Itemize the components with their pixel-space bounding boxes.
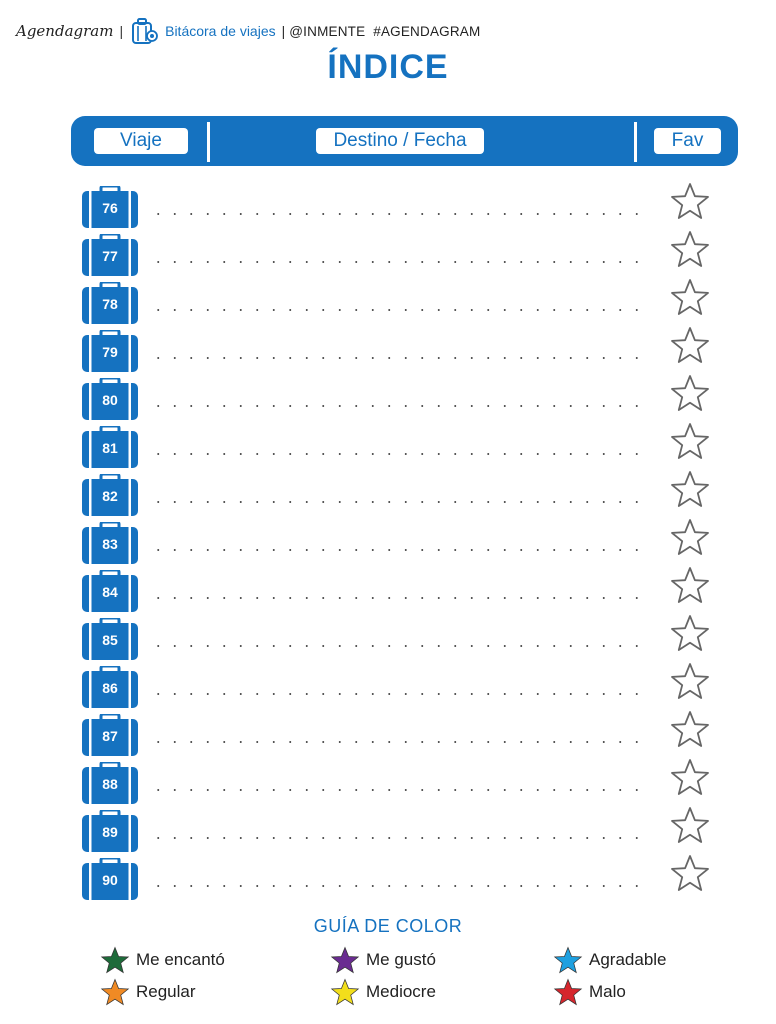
trip-number: 81 xyxy=(102,440,118,456)
destination-line[interactable] xyxy=(150,549,648,551)
index-row xyxy=(0,474,776,522)
favorite-star-icon[interactable] xyxy=(670,710,710,748)
destination-line[interactable] xyxy=(150,453,648,455)
color-star-icon xyxy=(100,946,130,974)
suitcase-icon xyxy=(82,810,138,852)
favorite-star-icon[interactable] xyxy=(670,374,710,412)
column-header-fav: Fav xyxy=(654,128,721,154)
favorite-star-icon[interactable] xyxy=(670,470,710,508)
favorite-star-icon[interactable] xyxy=(670,278,710,316)
column-divider xyxy=(634,122,637,162)
favorite-star-icon[interactable] xyxy=(670,326,710,364)
destination-line[interactable] xyxy=(150,261,648,263)
index-row xyxy=(0,570,776,618)
index-row xyxy=(0,234,776,282)
trip-number: 79 xyxy=(102,344,118,360)
index-row xyxy=(0,618,776,666)
trip-number: 88 xyxy=(102,776,118,792)
trip-number: 77 xyxy=(102,248,118,264)
favorite-star-icon[interactable] xyxy=(670,566,710,604)
suitcase-icon xyxy=(82,522,138,564)
favorite-star-icon[interactable] xyxy=(670,182,710,220)
index-row xyxy=(0,378,776,426)
page-title: ÍNDICE xyxy=(327,48,449,86)
color-guide-item xyxy=(100,978,196,1006)
brand-handles: | @INMENTE #AGENDAGRAM xyxy=(281,23,481,39)
color-guide-label: Malo xyxy=(589,982,626,1001)
trip-number: 87 xyxy=(102,728,118,744)
color-guide-item xyxy=(330,978,436,1006)
color-star-icon xyxy=(553,978,583,1006)
color-guide-item xyxy=(100,946,225,974)
color-guide-item xyxy=(553,946,667,974)
trip-number: 89 xyxy=(102,824,118,840)
favorite-star-icon[interactable] xyxy=(670,758,710,796)
index-row xyxy=(0,522,776,570)
trip-number: 84 xyxy=(102,584,118,600)
index-row xyxy=(0,282,776,330)
destination-line[interactable] xyxy=(150,501,648,503)
trip-number: 85 xyxy=(102,632,118,648)
index-row xyxy=(0,714,776,762)
suitcase-icon xyxy=(82,378,138,420)
color-guide-label: Mediocre xyxy=(366,982,436,1001)
favorite-star-icon[interactable] xyxy=(670,614,710,652)
favorite-star-icon[interactable] xyxy=(670,662,710,700)
destination-line[interactable] xyxy=(150,213,648,215)
color-guide-label: Me gustó xyxy=(366,950,436,969)
color-guide-label: Agradable xyxy=(589,950,667,969)
destination-line[interactable] xyxy=(150,741,648,743)
index-row xyxy=(0,810,776,858)
suitcase-icon xyxy=(82,858,138,900)
index-row xyxy=(0,186,776,234)
destination-line[interactable] xyxy=(150,645,648,647)
destination-line[interactable] xyxy=(150,789,648,791)
suitcase-icon xyxy=(82,666,138,708)
index-row xyxy=(0,426,776,474)
destination-line[interactable] xyxy=(150,885,648,887)
destination-line[interactable] xyxy=(150,309,648,311)
suitcase-icon xyxy=(82,282,138,324)
trip-number: 83 xyxy=(102,536,118,552)
color-guide-item xyxy=(553,978,626,1006)
table-header xyxy=(71,116,738,166)
color-guide-title: GUÍA DE COLOR xyxy=(313,916,463,936)
favorite-star-icon[interactable] xyxy=(670,230,710,268)
suitcase-icon xyxy=(82,330,138,372)
index-row xyxy=(0,330,776,378)
index-row xyxy=(0,666,776,714)
color-star-icon xyxy=(330,978,360,1006)
index-row xyxy=(0,762,776,810)
favorite-star-icon[interactable] xyxy=(670,806,710,844)
trip-number: 78 xyxy=(102,296,118,312)
destination-line[interactable] xyxy=(150,837,648,839)
suitcase-icon xyxy=(82,234,138,276)
suitcase-icon xyxy=(82,762,138,804)
suitcase-icon xyxy=(82,474,138,516)
suitcase-icon xyxy=(82,714,138,756)
brand-bar xyxy=(16,18,480,44)
destination-line[interactable] xyxy=(150,693,648,695)
destination-line[interactable] xyxy=(150,405,648,407)
suitcase-icon xyxy=(82,570,138,612)
color-star-icon xyxy=(330,946,360,974)
color-star-icon xyxy=(100,978,130,1006)
destination-line[interactable] xyxy=(150,597,648,599)
color-guide-label: Me encantó xyxy=(136,950,225,969)
trip-number: 86 xyxy=(102,680,118,696)
suitcase-icon xyxy=(82,186,138,228)
color-star-icon xyxy=(553,946,583,974)
luggage-logo-icon xyxy=(129,16,159,46)
trip-number: 76 xyxy=(102,200,118,216)
column-header-destination: Destino / Fecha xyxy=(316,128,484,154)
brand-separator: | xyxy=(119,23,124,39)
index-row xyxy=(0,858,776,906)
color-guide-item xyxy=(330,946,436,974)
suitcase-icon xyxy=(82,618,138,660)
favorite-star-icon[interactable] xyxy=(670,518,710,556)
favorite-star-icon[interactable] xyxy=(670,422,710,460)
favorite-star-icon[interactable] xyxy=(670,854,710,892)
column-header-trip: Viaje xyxy=(94,128,188,154)
destination-line[interactable] xyxy=(150,357,648,359)
brand-name: Agendagram xyxy=(16,22,114,40)
column-divider xyxy=(207,122,210,162)
brand-subtitle: Bitácora de viajes xyxy=(165,23,276,39)
trip-number: 80 xyxy=(102,392,118,408)
suitcase-icon xyxy=(82,426,138,468)
trip-number: 90 xyxy=(102,872,118,888)
color-guide-label: Regular xyxy=(136,982,196,1001)
trip-number: 82 xyxy=(102,488,118,504)
